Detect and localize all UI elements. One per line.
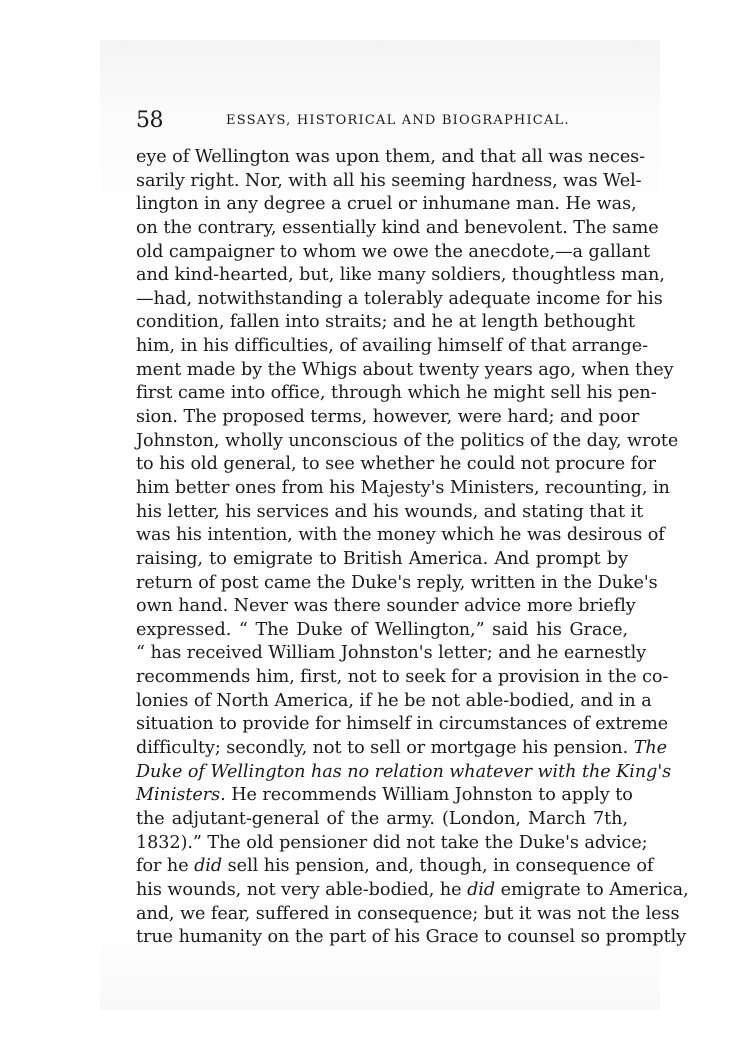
- text-segment: and kind-hearted, but, like many soldiers, thoughtless man,: [136, 265, 665, 286]
- text-line: [136, 311, 636, 335]
- text-line: [136, 453, 656, 477]
- text-segment: ment made by the Whigs about twenty years ago, when they: [136, 359, 674, 380]
- text-line: [136, 642, 647, 666]
- text-segment: on the contrary, essentially kind and benevolent. The same: [136, 217, 659, 238]
- text-segment: lington in any degree a cruel or inhumane man. He was,: [136, 194, 637, 215]
- italic-text: did: [194, 856, 223, 877]
- text-segment: his letter, his services and his wounds, and stating that it: [136, 501, 644, 522]
- text-segment: Johnston, wholly unconscious of the politics of the day, wrote: [136, 430, 679, 451]
- text-segment: him, in his difficulties, of availing himself of that arrange-: [136, 336, 649, 357]
- text-line: [136, 855, 654, 879]
- text-line: [136, 926, 687, 950]
- text-segment: expressed. “ The Duke of Wellington,” said his Grace,: [136, 619, 628, 640]
- text-segment: old campaigner to whom we owe the anecdote,—a gallant: [136, 241, 651, 262]
- text-segment: lonies of North America, if he be not able-bodied, and in a: [136, 690, 652, 711]
- text-segment: the adjutant-general of the army. (London, March 7th,: [136, 808, 628, 829]
- text-line: [136, 477, 670, 501]
- text-line: [136, 619, 628, 643]
- text-segment: “ has received William Johnston's letter; and he earnestly: [136, 643, 647, 664]
- text-line: [136, 713, 669, 737]
- text-line: [136, 808, 628, 832]
- text-line: [136, 288, 663, 312]
- text-segment: to his old general, to see whether he could not procure for: [136, 454, 656, 475]
- text-line: [136, 572, 658, 596]
- text-line: [136, 430, 679, 454]
- text-segment: recommends him, first, not to seek for a provision in the co-: [136, 667, 669, 688]
- text-line: [136, 406, 640, 430]
- italic-text: Duke of Wellington has no relation whatever with the King's: [136, 761, 672, 782]
- text-line: [136, 241, 651, 265]
- text-segment: own hand. Never was there sounder advice more briefly: [136, 596, 636, 617]
- text-segment: sell his pension, and, though, in consequence of: [222, 856, 654, 877]
- text-line: [136, 595, 636, 619]
- text-line: [136, 879, 689, 903]
- text-segment: 1832).” The old pensioner did not take the Duke's advice;: [136, 832, 648, 853]
- text-line: [136, 784, 633, 808]
- text-line: [136, 264, 665, 288]
- text-segment: difficulty; secondly, not to sell or mortgage his pension.: [136, 738, 634, 759]
- text-segment: sion. The proposed terms, however, were hard; and poor: [136, 407, 640, 428]
- text-segment: return of post came the Duke's reply, written in the Duke's: [136, 572, 658, 593]
- text-segment: situation to provide for himself in circumstances of extreme: [136, 714, 669, 735]
- text-segment: He recommends William Johnston to apply to: [225, 785, 633, 806]
- text-segment: first came into office, through which he might sell his pen-: [136, 383, 657, 404]
- text-line: [136, 548, 628, 572]
- text-line: [136, 832, 648, 856]
- text-line: [136, 524, 665, 548]
- text-line: [136, 382, 657, 406]
- text-line: [136, 761, 672, 785]
- page-number: 58: [136, 108, 163, 133]
- text-line: [136, 335, 649, 359]
- running-head: ESSAYS, HISTORICAL AND BIOGRAPHICAL.: [226, 113, 570, 128]
- text-line: [136, 690, 652, 714]
- italic-text: Ministers.: [136, 785, 226, 806]
- text-segment: for he: [136, 856, 195, 877]
- text-segment: —had, notwithstanding a tolerably adequate income for his: [136, 288, 663, 309]
- text-line: [136, 193, 637, 217]
- text-segment: and, we fear, suffered in consequence; but it was not the less: [136, 903, 680, 924]
- text-segment: condition, fallen into straits; and he at length bethought: [136, 312, 636, 333]
- text-segment: emigrate to America,: [495, 879, 689, 900]
- text-segment: sarily right. Nor, with all his seeming hardness, was Wel-: [136, 170, 642, 191]
- text-segment: eye of Wellington was upon them, and that all was neces-: [136, 147, 646, 167]
- text-segment: him better ones from his Majesty's Ministers, recounting, in: [136, 477, 670, 498]
- text-line: [136, 217, 659, 241]
- italic-text: did: [467, 879, 496, 900]
- italic-text: The: [633, 738, 668, 759]
- page-header: [136, 108, 628, 134]
- text-segment: his wounds, not very able-bodied, he: [136, 879, 468, 900]
- text-line: [136, 359, 674, 383]
- text-line: [136, 170, 642, 194]
- text-line: [136, 903, 680, 927]
- body-text: [136, 146, 689, 950]
- text-segment: true humanity on the part of his Grace to counsel so promptly: [136, 927, 687, 948]
- text-segment: was his intention, with the money which he was desirous of: [136, 525, 665, 546]
- text-line: [136, 501, 644, 525]
- text-segment: raising, to emigrate to British America. And prompt by: [136, 548, 628, 569]
- text-line: [136, 146, 646, 170]
- text-line: [136, 737, 668, 761]
- text-line: [136, 666, 669, 690]
